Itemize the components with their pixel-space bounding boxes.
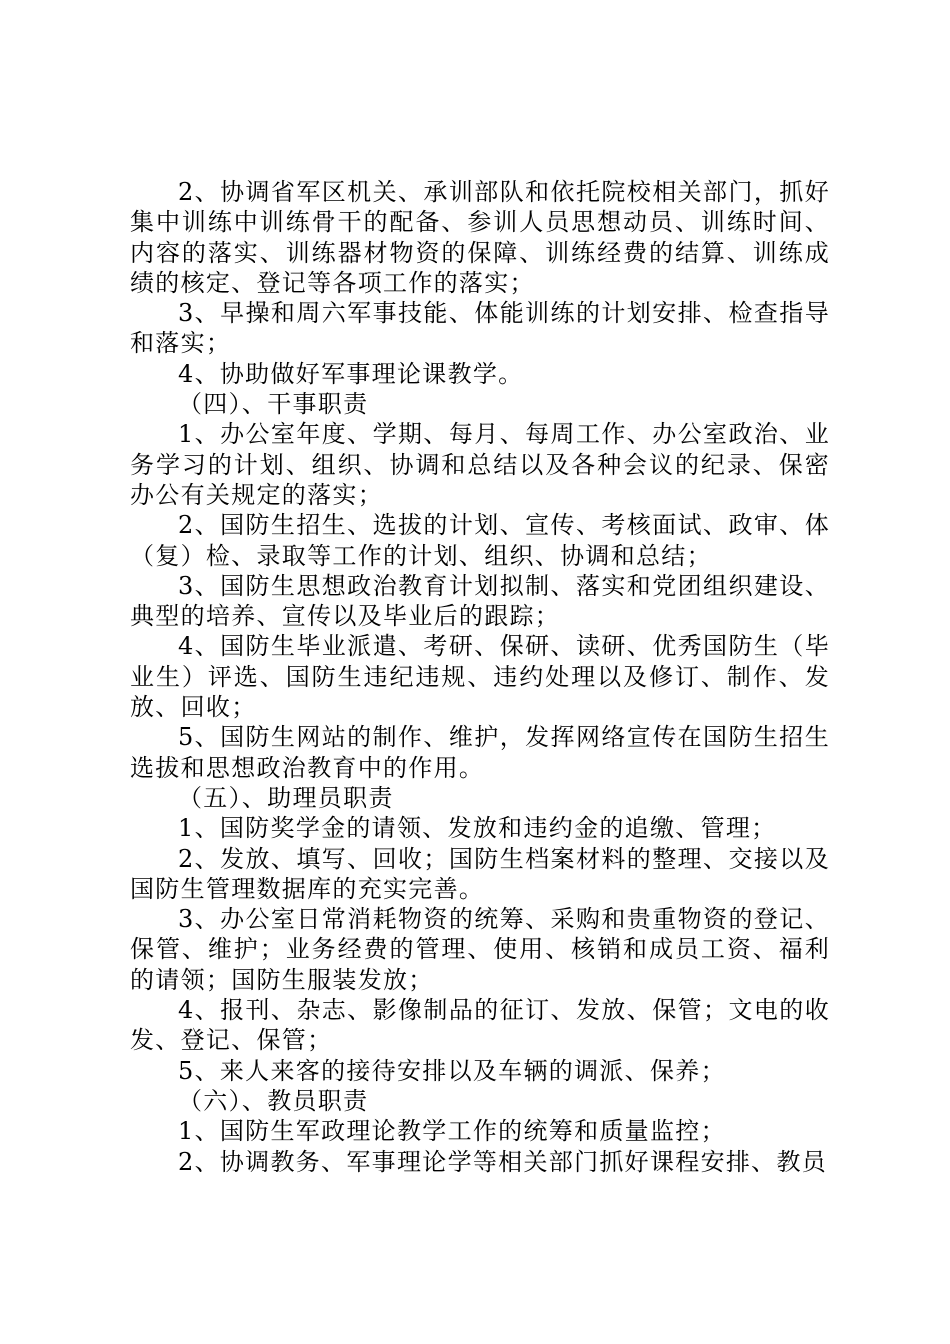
paragraph: 2、国防生招生、选拔的计划、宣传、考核面试、政审、体（复）检、录取等工作的计划、组织、协调和总结； — [130, 511, 830, 570]
paragraph: 4、国防生毕业派遣、考研、保研、读研、优秀国防生（毕业生）评选、国防生违纪违规、违约处理以及修订、制作、发放、回收； — [130, 632, 830, 722]
document-body — [130, 177, 830, 1177]
paragraph: 2、协调教务、军事理论学等相关部门抓好课程安排、教员 — [178, 1147, 828, 1176]
paragraph: 2、发放、填写、回收；国防生档案材料的整理、交接以及国防生管理数据库的充实完善。 — [130, 844, 830, 903]
paragraph: 1、办公室年度、学期、每月、每周工作、办公室政治、业务学习的计划、组织、协调和总结以及各种会议的纪录、保密办公有关规定的落实； — [130, 420, 830, 509]
paragraph: 5、来人来客的接待安排以及车辆的调派、保养； — [178, 1056, 726, 1085]
section-heading: （四）、干事职责 — [178, 390, 369, 419]
section-heading: （六）、教员职责 — [178, 1086, 369, 1115]
paragraph: 3、早操和周六军事技能、体能训练的计划安排、检查指导和落实； — [130, 299, 830, 358]
paragraph: 5、国防生网站的制作、维护，发挥网络宣传在国防生招生选拔和思想政治教育中的作用。 — [130, 723, 830, 782]
paragraph: 3、办公室日常消耗物资的统筹、采购和贵重物资的登记、保管、维护；业务经费的管理、使用、核销和成员工资、福利的请领；国防生服装发放； — [130, 905, 830, 994]
paragraph: 3、国防生思想政治教育计划拟制、落实和党团组织建设、典型的培养、宣传以及毕业后的跟踪； — [130, 571, 830, 631]
paragraph: 4、报刊、杂志、影像制品的征订、发放、保管；文电的收发、登记、保管； — [130, 996, 830, 1055]
paragraph: 2、协调省军区机关、承训部队和依托院校相关部门，抓好集中训练中训练骨干的配备、参训人员思想动员、训练时间、内容的落实、训练器材物资的保障、训练经费的结算、训练成绩的核定、登记等各项工作的落实； — [130, 178, 830, 297]
section-heading: （五）、助理员职责 — [178, 783, 394, 812]
paragraph: 1、国防奖学金的请领、发放和违约金的追缴、管理； — [178, 814, 777, 843]
paragraph: 1、国防生军政理论教学工作的统筹和质量监控； — [178, 1117, 726, 1146]
paragraph: 4、协助做好军事理论课教学。 — [178, 359, 524, 388]
